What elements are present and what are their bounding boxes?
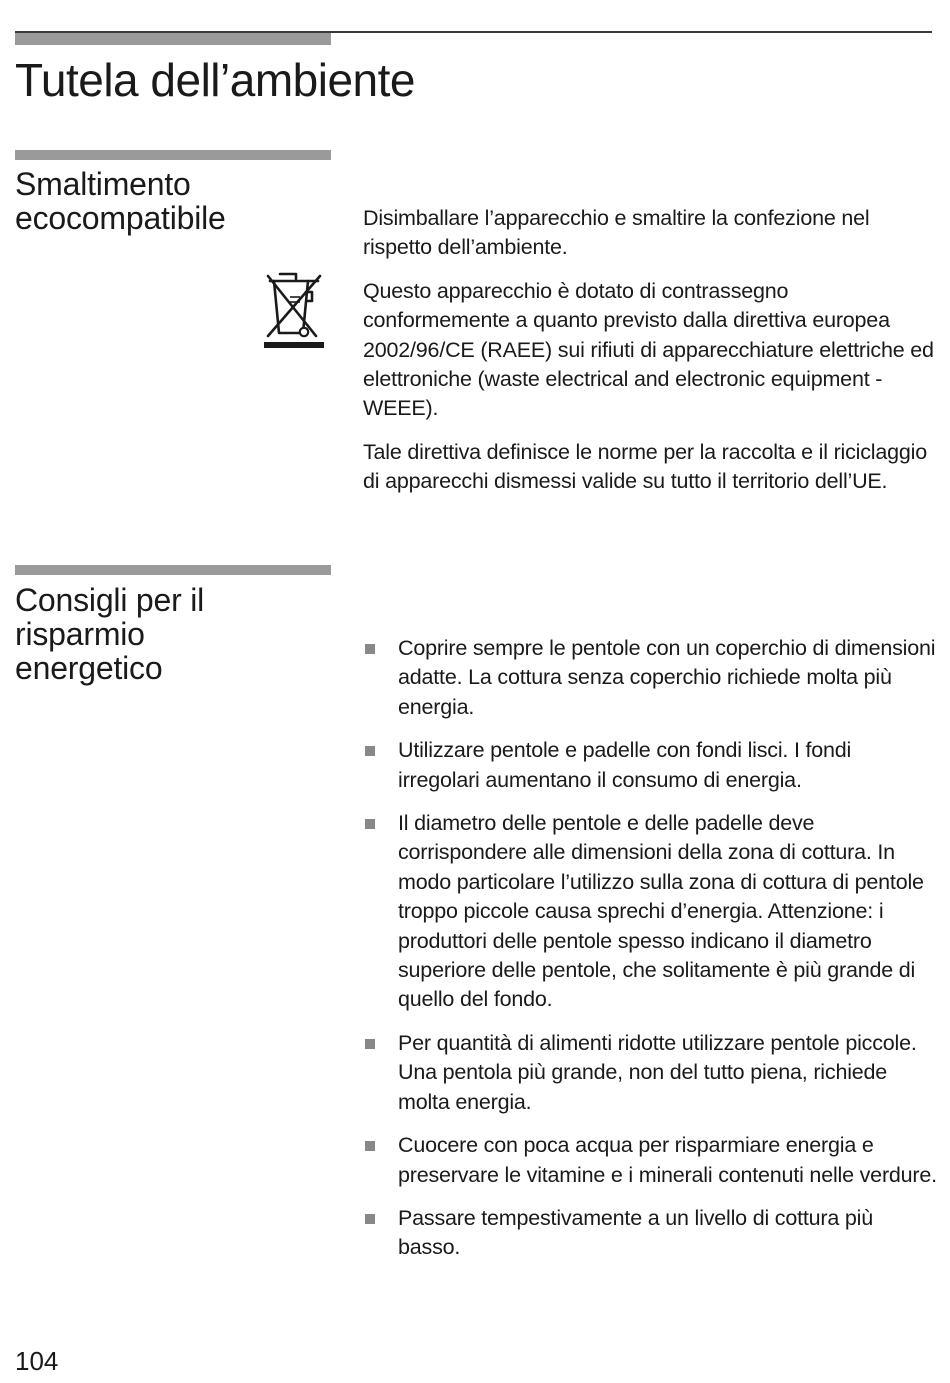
energy-tips — [363, 634, 938, 1263]
square-bullet-icon — [365, 1141, 375, 1151]
tip-text: Passare tempestivamente a un livello di cottura più basso. — [398, 1205, 873, 1260]
list-item — [363, 736, 938, 795]
tip-text: Cuocere con poca acqua per risparmiare energia e preservare le vitamine e i minerali contenuti nelle verdure. — [398, 1133, 937, 1187]
tips-list — [363, 634, 938, 1263]
list-item — [363, 1029, 938, 1117]
list-item — [363, 1131, 938, 1190]
section-rule-energy — [15, 565, 331, 575]
square-bullet-icon — [365, 1214, 375, 1224]
top-rule-accent — [15, 33, 331, 45]
page-title: Tutela dell’ambiente — [15, 54, 415, 106]
heading-line: Smaltimento — [15, 166, 191, 202]
list-item — [363, 1204, 938, 1263]
section-heading-energy — [15, 583, 204, 685]
tip-text: Coprire sempre le pentole con un coperchio di dimensioni adatte. La cottura senza coperchio richiede molta più energia. — [398, 636, 936, 719]
heading-line: Consigli per il — [15, 582, 205, 618]
heading-line: energetico — [15, 650, 163, 686]
section-rule-disposal — [15, 150, 331, 160]
list-item — [363, 634, 938, 722]
paragraph: Tale direttiva definisce le norme per la raccolta e il riciclaggio di apparecchi dismessi valide su tutto il territorio dell’UE. — [363, 439, 927, 494]
section-heading-disposal — [15, 167, 226, 235]
tip-text: Per quantità di alimenti ridotte utilizzare pentole piccole. Una pentola più grande, non del tutto piena, richiede molta energia. — [398, 1030, 917, 1114]
disposal-text — [363, 204, 938, 497]
tip-text: Utilizzare pentole e padelle con fondi lisci. I fondi irregolari aumentano il consumo di energia. — [398, 738, 852, 792]
list-item — [363, 809, 938, 1015]
square-bullet-icon — [365, 819, 375, 829]
paragraph: Questo apparecchio è dotato di contrassegno conformemente a quanto previsto dalla direttiva europea 2002/96/CE (RAEE) sui rifiuti di apparecchiature elettriche ed elettroniche (waste electrical and electronic equipment - WEEE). — [363, 278, 934, 421]
paragraph: Disimballare l’apparecchio e smaltire la confezione nel rispetto dell’ambiente. — [363, 206, 870, 260]
square-bullet-icon — [365, 1039, 375, 1049]
square-bullet-icon — [365, 644, 375, 654]
page-number: 104 — [15, 1346, 59, 1376]
heading-line: risparmio — [15, 616, 145, 652]
weee-crossed-bin-icon — [262, 270, 326, 350]
tip-text: Il diametro delle pentole e delle padelle deve corrispondere alle dimensioni della zona di cottura. In modo particolare l’utilizzo sulla zona di cottura di pentole troppo piccole causa sprechi d’energia. Attenzione: i produttori delle pentole spesso indicano il diametro superiore delle pentole, che solitamente è più grande di quello del fondo. — [398, 811, 924, 1012]
square-bullet-icon — [365, 746, 375, 756]
heading-line: ecocompatibile — [15, 200, 226, 236]
